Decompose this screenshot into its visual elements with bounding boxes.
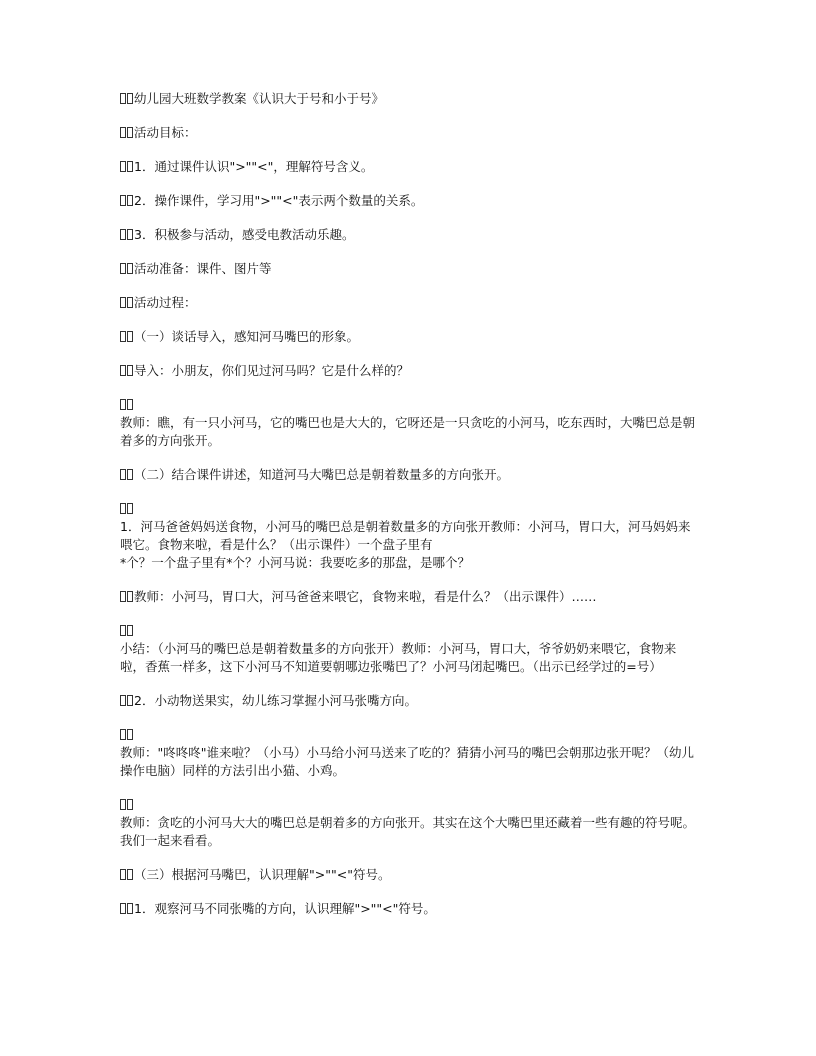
placeholder-box-icon [120, 866, 134, 884]
activity-paragraph-1: 1．河马爸爸妈妈送食物，小河马的嘴巴总是朝着数量多的方向张开教师：小河马，胃口大，河马妈妈来喂它。食物来啦，看是什么？（出示课件）一个盘子里有 *个？一个盘子里有*个？小河马说：我要吃多的那盘，是哪个？ [120, 519, 691, 570]
teacher-paragraph-2: 教师：小河马，胃口大，河马爸爸来喂它，食物来啦，看是什么？（出示课件）…… [120, 588, 700, 606]
placeholder-box-icon [120, 500, 134, 518]
placeholder-box-icon [120, 226, 134, 244]
document-body [120, 90, 700, 918]
placeholder-box-icon [120, 90, 134, 108]
activity-item-2: 2．小动物送果实，幼儿练习掌握小河马张嘴方向。 [120, 692, 700, 710]
placeholder-box-icon [120, 260, 134, 278]
goal-item-2: 2．操作课件，学习用">""<"表示两个数量的关系。 [120, 192, 700, 210]
placeholder-box-icon [120, 158, 134, 176]
section-heading-process: 活动过程： [120, 294, 700, 312]
placeholder-box-icon [120, 622, 134, 640]
placeholder-line [120, 500, 700, 518]
placeholder-box-icon [120, 362, 134, 380]
observe-item-1: 1．观察河马不同张嘴的方向，认识理解">""<"符号。 [120, 900, 700, 918]
placeholder-line [120, 396, 700, 414]
placeholder-box-icon [120, 328, 134, 346]
placeholder-line [120, 796, 700, 814]
teacher-paragraph-1: 教师：瞧，有一只小河马，它的嘴巴也是大大的，它呀还是一只贪吃的小河马，吃东西时，大嘴巴总是朝着多的方向张开。 [120, 415, 696, 448]
goal-item-3: 3．积极参与活动，感受电教活动乐趣。 [120, 226, 700, 244]
step-heading-2: （二）结合课件讲述，知道河马大嘴巴总是朝着数量多的方向张开。 [120, 466, 700, 484]
placeholder-line [120, 726, 700, 744]
section-heading-goals: 活动目标： [120, 124, 700, 142]
doc-title: 幼儿园大班数学教案《认识大于号和小于号》 [120, 90, 700, 108]
placeholder-box-icon [120, 124, 134, 142]
section-heading-preparation: 活动准备：课件、图片等 [120, 260, 700, 278]
step-heading-1: （一）谈话导入，感知河马嘴巴的形象。 [120, 328, 700, 346]
teacher-paragraph-4: 教师：贪吃的小河马大大的嘴巴总是朝着多的方向张开。其实在这个大嘴巴里还藏着一些有趣的符号呢。我们一起来看看。 [120, 815, 696, 848]
summary-paragraph: 小结：（小河马的嘴巴总是朝着数量多的方向张开）教师：小河马，胃口大，爷爷奶奶来喂它，食物来啦，香蕉一样多，这下小河马不知道要朝哪边张嘴巴了？小河马闭起嘴巴。（出示已经学过的=号） [120, 641, 677, 674]
placeholder-box-icon [120, 692, 134, 710]
placeholder-box-icon [120, 588, 134, 606]
placeholder-box-icon [120, 294, 134, 312]
step-heading-3: （三）根据河马嘴巴，认识理解">""<"符号。 [120, 866, 700, 884]
placeholder-box-icon [120, 796, 134, 814]
placeholder-box-icon [120, 726, 134, 744]
placeholder-box-icon [120, 192, 134, 210]
goal-item-1: 1．通过课件认识">""<"，理解符号含义。 [120, 158, 700, 176]
teacher-paragraph-3: 教师："咚咚咚"谁来啦？（小马）小马给小河马送来了吃的？猜猜小河马的嘴巴会朝那边张开呢？（幼儿操作电脑）同样的方法引出小猫、小鸡。 [120, 745, 695, 778]
placeholder-box-icon [120, 396, 134, 414]
intro-paragraph: 导入：小朋友，你们见过河马吗？它是什么样的？ [120, 362, 700, 380]
placeholder-box-icon [120, 466, 134, 484]
placeholder-box-icon [120, 900, 134, 918]
placeholder-line [120, 622, 700, 640]
